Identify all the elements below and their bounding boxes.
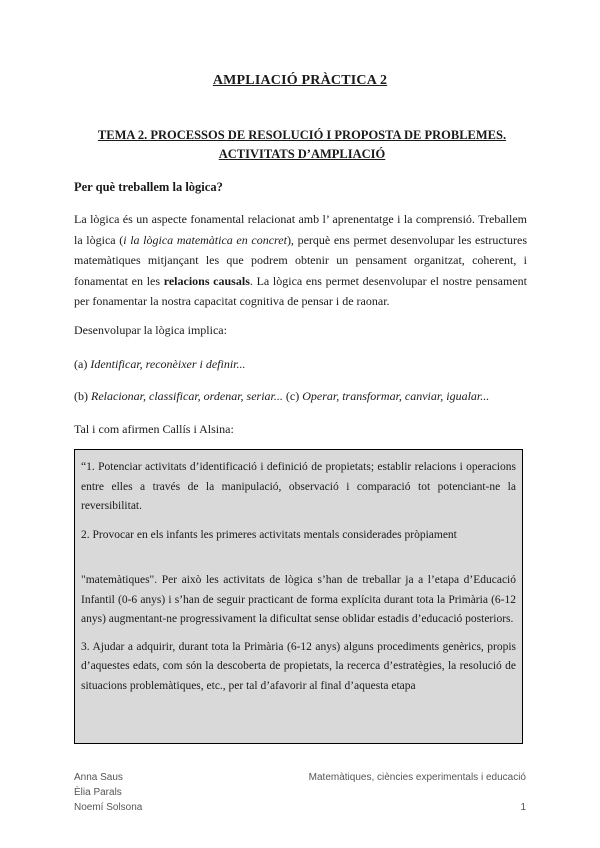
item-b-text: Relacionar, classificar, ordenar, seriar... [91,389,283,403]
intro-bold: relacions causals [163,273,250,288]
footer-author: Noemí Solsona [74,802,143,813]
implies-line: Desenvolupar la lògica implica: [74,323,227,337]
quote-paragraph-2: 2. Provocar en els infants les primeres activitats mentals considerades pròpiament [81,528,457,541]
quote-paragraph-4: 3. Ajudar a adquirir, durant tota la Primària (6-12 anys) alguns procediments genèrics, propis d’aquestes edats, com són la descoberta de propietats, la recerca d’estratègies, la resolució de situacions problemàtiques, etc., per tal d’afavorir al final d’aquesta etapa [81,640,516,692]
item-bc-line [74,389,527,404]
intro-text-2: ), perquè ens permet desenvolupar les estructures matemàtiques mitjançant les que podrem obtenir un pensament organitzat, coherent, i fonamentat en les [74,232,527,288]
quote-paragraph-1: “1. Potenciar activitats d’identificació i definició de propietats; establir relacions i operacions entre elles a través de la manipulació, observació i comparació tot potenciant-ne la reversibilitat. [81,461,516,512]
item-b-prefix: (b) [74,389,91,403]
item-a-prefix: (a) [74,357,91,371]
page-title: AMPLIACIÓ PRÀCTICA 2 [212,73,388,88]
quote-paragraph-3: "matemàtiques". Per això les activitats de lògica s’han de treballar ja a l’etapa d’Educació Infantil (0-6 anys) i s’han de seguir practicant de forma explícita durant tota la Primària (6-12 anys) augmentant-ne progressivament la dificultat sense oblidar estadis d’educació posteriors. [81,574,516,625]
intro-text-1: La lògica és un aspecte fonamental relacionat amb l’ aprenentatge i la comprensió. Treballem la lògica ( [74,212,527,247]
footer-author: Èlia Parals [74,787,122,798]
footer-course: Matemàtiques, ciències experimentals i educació [308,772,526,783]
footer-authors [74,770,142,815]
quote-box [74,449,523,744]
item-c-text: Operar, transformar, canviar, igualar... [302,389,490,403]
section-subtitle: TEMA 2. PROCESSOS DE RESOLUCIÓ I PROPOSTA DE PROBLEMES. ACTIVITATS D’AMPLIACIÓ [97,128,507,161]
page-number: 1 [520,802,526,813]
section-question: Per què treballem la lògica? [74,180,223,194]
intro-paragraph [74,209,527,312]
source-line: Tal i com afirmen Callís i Alsina: [74,422,234,436]
item-c-prefix: (c) [282,389,303,403]
intro-italic: i la lògica matemàtica en concret [123,232,287,247]
footer-author: Anna Saus [74,772,123,783]
item-a-line [74,357,527,372]
intro-text-3: . La lògica ens permet desenvolupar el nostre pensament per fonamentar la nostra capacitat cognitiva de pensar i de raonar. [74,273,527,308]
item-a-text: Identificar, reconèixer i definir... [90,357,246,371]
